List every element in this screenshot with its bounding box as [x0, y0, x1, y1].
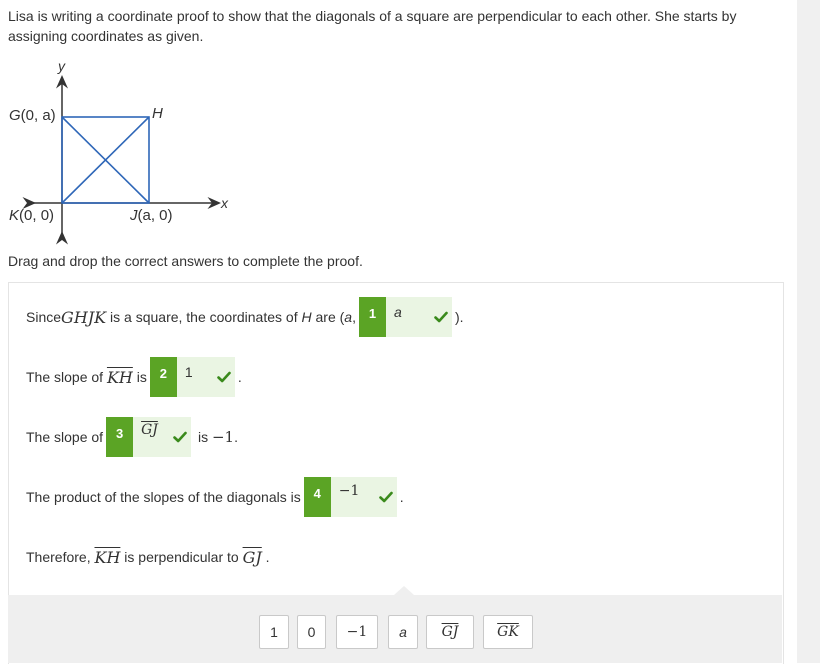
row1-var-a: a — [344, 309, 353, 325]
drop-slot-3[interactable] — [106, 417, 191, 457]
row2-text-pre: The slope of — [26, 369, 107, 385]
row3-value: −1 — [211, 428, 235, 446]
point-j-label: J(a, 0) — [130, 207, 173, 224]
point-k-label: K(0, 0) — [9, 207, 55, 224]
row3-text-post: . — [234, 429, 238, 445]
row4-text-pre: The product of the slopes of the diagonals is — [26, 489, 301, 505]
slot-3-value: $\overline{GJ}$ — [141, 422, 158, 438]
slot-1-number: 1 — [359, 297, 386, 337]
check-icon — [213, 357, 235, 397]
row4-text-post: . — [399, 489, 404, 505]
answer-tile-tray — [8, 595, 782, 663]
y-axis-label: y — [58, 58, 65, 74]
row3-text-pre: The slope of — [26, 429, 104, 445]
row1-point-h: H — [301, 309, 312, 325]
slot-2-value: 1 — [184, 364, 193, 380]
proof-row-4 — [26, 477, 404, 517]
row5-segment-gj: $\overline{GJ}$ — [242, 547, 262, 567]
proof-row-5 — [26, 537, 270, 577]
row1-text-post: ). — [454, 309, 464, 325]
coordinate-figure — [0, 55, 260, 245]
row1-text-mid: is a square, the coordinates of — [106, 309, 302, 325]
row2-segment-kh: $\overline{KH}$ — [106, 367, 133, 387]
slot-3-number: 3 — [106, 417, 133, 457]
answer-tile-a[interactable]: a — [388, 615, 418, 649]
slot-4-value: −1 — [338, 483, 360, 499]
row1-comma: , — [352, 309, 356, 325]
answer-tile-0[interactable]: 0 — [297, 615, 326, 649]
drop-slot-2[interactable] — [150, 357, 235, 397]
right-scroll-strip — [797, 0, 820, 663]
slot-1-value: a — [393, 304, 402, 320]
proof-row-1 — [26, 297, 464, 337]
row1-math-ghjk: GHJK — [61, 307, 107, 327]
row1-text-pre: Since — [26, 309, 62, 325]
answer-tile-1[interactable]: 1 — [259, 615, 289, 649]
row5-segment-kh: $\overline{KH}$ — [94, 547, 121, 567]
row5-text-pre: Therefore, — [26, 549, 95, 565]
drop-slot-4[interactable] — [304, 477, 397, 517]
drop-slot-1[interactable] — [359, 297, 452, 337]
question-intro: Lisa is writing a coordinate proof to show that the diagonals of a square are perpendicular to each other. She starts by assigning coordinates as given. — [8, 8, 737, 44]
point-g-label: G(0, a) — [9, 107, 56, 124]
check-icon — [375, 477, 397, 517]
point-h-label: H — [152, 105, 163, 122]
check-icon — [169, 417, 191, 457]
slot-2-number: 2 — [150, 357, 177, 397]
answer-tile-neg1[interactable]: −1 — [336, 615, 378, 649]
x-axis-label: x — [221, 195, 228, 211]
slot-4-number: 4 — [304, 477, 331, 517]
row5-text-mid: is perpendicular to — [120, 549, 243, 565]
tray-notch — [394, 586, 414, 595]
instruction-text: Drag and drop the correct answers to complete the proof. — [8, 253, 363, 269]
row3-text-mid: is — [194, 429, 212, 445]
row2-text-mid: is — [132, 369, 147, 385]
answer-tile-gk[interactable]: $\overline{GK}$ — [483, 615, 533, 649]
answer-tile-gj[interactable]: $\overline{GJ}$ — [426, 615, 474, 649]
proof-row-2 — [26, 357, 242, 397]
row2-text-post: . — [237, 369, 242, 385]
check-icon — [430, 297, 452, 337]
proof-row-3 — [26, 417, 238, 457]
row5-text-post: . — [261, 549, 270, 565]
row1-text-are: are ( — [311, 309, 345, 325]
